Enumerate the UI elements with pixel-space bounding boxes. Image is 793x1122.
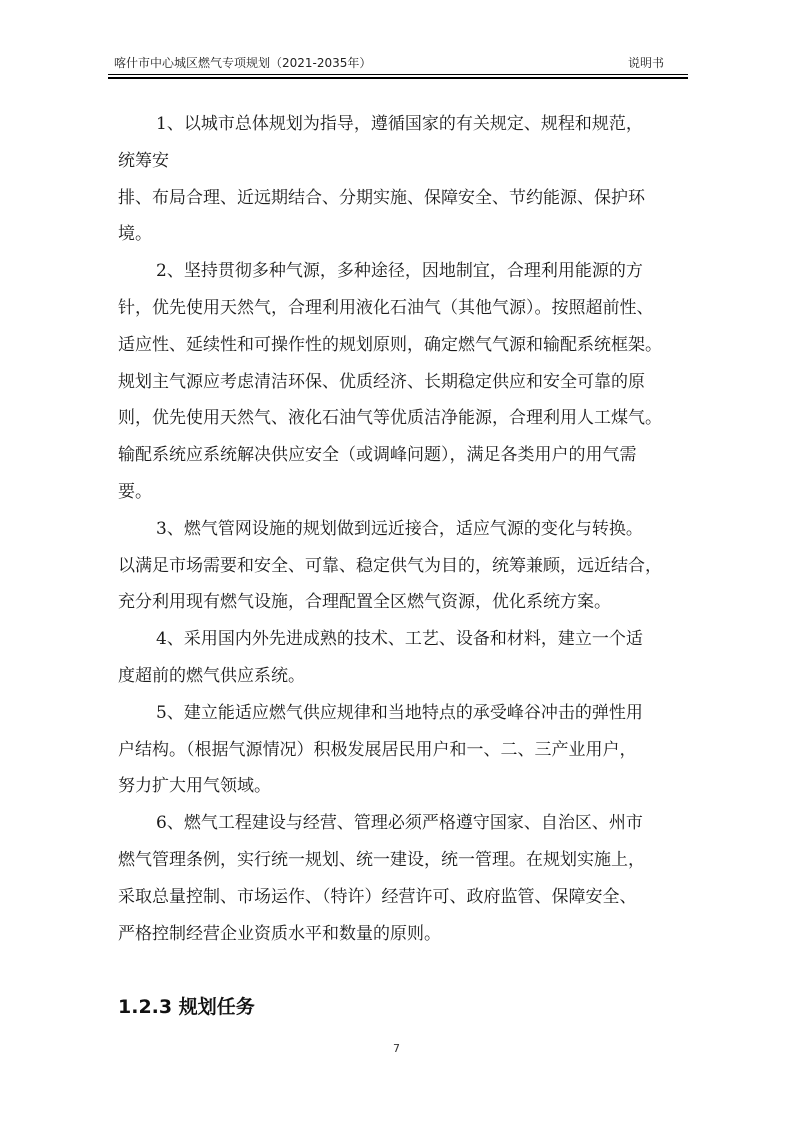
- principle-paragraph-5: [118, 695, 698, 805]
- text-line: 4、采用国内外先进成熟的技术、工艺、设备和材料，建立一个适: [156, 629, 643, 650]
- text-line: 6、燃气工程建设与经营、管理必须严格遵守国家、自治区、州市: [156, 813, 643, 834]
- text-line: 努力扩大用气领域。: [118, 776, 271, 797]
- text-line: 1、以城市总体规划为指导，遵循国家的有关规定、规程和规范，: [156, 114, 643, 134]
- text-line: 则，优先使用天然气、液化石油气等优质洁净能源，合理利用人工煤气。: [118, 408, 662, 429]
- text-line: 充分利用现有燃气设施，合理配置全区燃气资源，优化系统方案。: [118, 592, 611, 613]
- text-line: 要。: [118, 481, 152, 502]
- text-line: 严格控制经营企业资质水平和数量的原则。: [118, 923, 441, 944]
- text-line: 3、燃气管网设施的规划做到远近接合，适应气源的变化与转换。: [156, 518, 643, 539]
- text-line: 排、布局合理、近远期结合、分期实施、保障安全、节约能源、保护环: [118, 187, 645, 208]
- header-rule-thin: [108, 74, 688, 75]
- body-content: [118, 106, 698, 952]
- page-number: 7: [393, 1042, 400, 1055]
- header-rule-thick: [108, 77, 688, 79]
- section-heading: 1.2.3 规划任务: [118, 996, 255, 1018]
- text-line: 统筹安: [118, 150, 169, 171]
- text-line: 2、坚持贯彻多种气源，多种途径，因地制宜，合理利用能源的方: [156, 261, 643, 282]
- text-line: 输配系统应系统解决供应安全（或调峰问题），满足各类用户的用气需: [118, 445, 637, 466]
- text-line: 户结构。（根据气源情况）积极发展居民用户和一、二、三产业用户，: [118, 739, 637, 760]
- text-line: 度超前的燃气供应系统。: [118, 665, 305, 686]
- page-header: [108, 50, 688, 72]
- text-line: 适应性、延续性和可操作性的规划原则，确定燃气气源和输配系统框架。: [118, 334, 662, 355]
- text-line: 针，优先使用天然气，合理利用液化石油气（其他气源）。按照超前性、: [118, 297, 654, 318]
- text-line: 规划主气源应考虑清洁环保、优质经济、长期稳定供应和安全可靠的原: [118, 371, 645, 392]
- text-line: 采取总量控制、市场运作、（特许）经营许可、政府监管、保障安全、: [118, 886, 637, 907]
- principle-paragraph-2: [118, 253, 698, 511]
- text-line: 燃气管理条例，实行统一规划、统一建设，统一管理。在规划实施上，: [118, 849, 645, 870]
- text-line: 5、建立能适应燃气供应规律和当地特点的承受峰谷冲击的弹性用: [156, 702, 643, 723]
- header-document-title: 喀什市中心城区燃气专项规划（2021-2035年）: [114, 56, 372, 70]
- principle-paragraph-3: [118, 511, 698, 621]
- text-line: 境。: [118, 224, 152, 245]
- principle-paragraph-1: [118, 106, 698, 253]
- header-document-type: 说明书: [627, 56, 664, 70]
- principle-paragraph-4: [118, 621, 698, 695]
- principle-paragraph-6: [118, 805, 698, 952]
- text-line: 以满足市场需要和安全、可靠、稳定供气为目的，统筹兼顾，远近结合，: [118, 555, 662, 576]
